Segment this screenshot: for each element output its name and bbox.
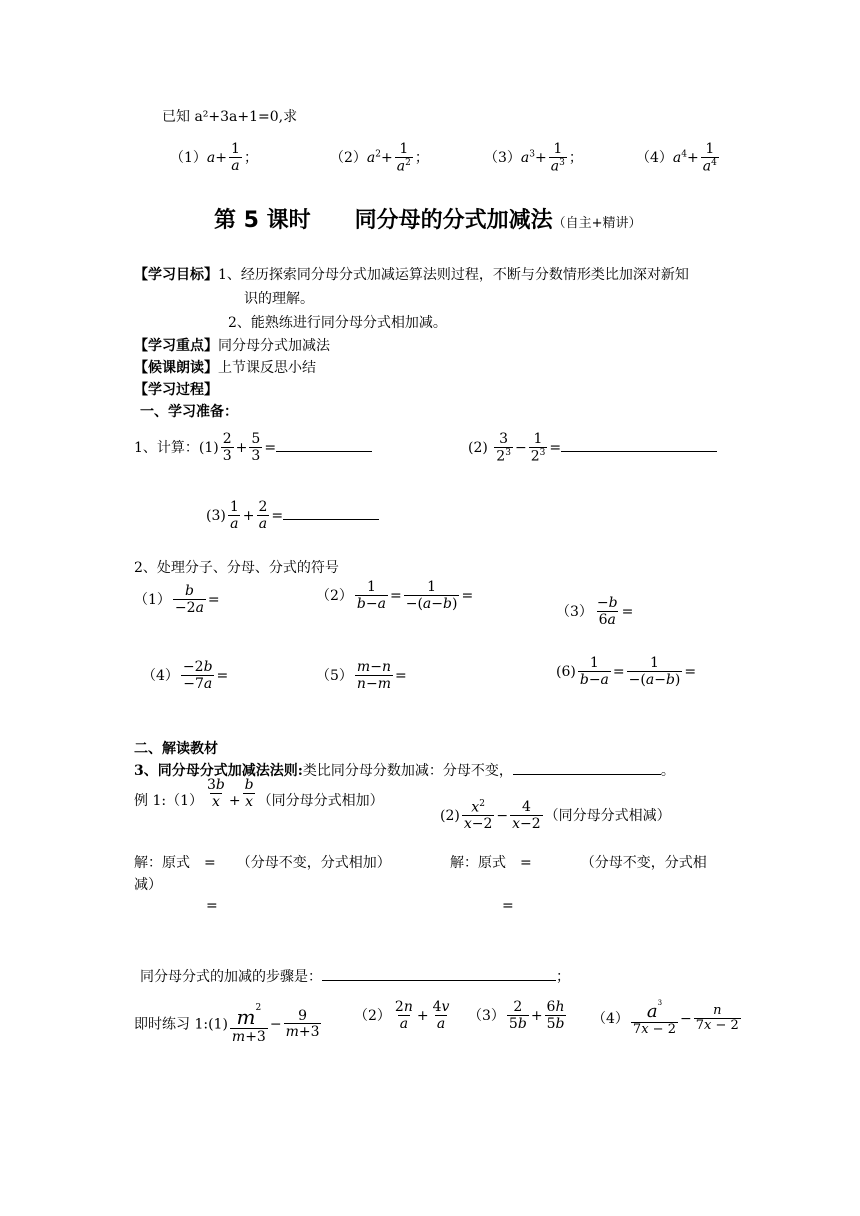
process-label: 【学习过程】 bbox=[134, 382, 218, 398]
sign-item-1: （1） $\frac{b}{-2a}$ = bbox=[134, 583, 220, 616]
practice-item-4: （4） $\frac{a^3}{7x - 2}$ − $\frac{n}{7x - 2}$ bbox=[592, 999, 739, 1037]
practice-item-2: （2） $\frac{2n}{a}$ + $\frac{4v}{a}$ bbox=[354, 999, 450, 1032]
goals-line-1: 【学习目标】1、经历探索同分母分式加减运算法则过程，不断与分数情形类比加深对新知 bbox=[134, 267, 689, 283]
top-item-4: $(4)a^4+$ $\frac{1}{a^4}$ bbox=[636, 141, 717, 175]
reading-line: 【候课朗读】上节课反思小结 bbox=[134, 360, 316, 376]
section-1-title: 一、学习准备： bbox=[140, 404, 238, 420]
solution-2-cont: 减） bbox=[134, 877, 162, 893]
rule-line: 3、同分母分式加减法法则:类比同分母分数加减：分母不变， 。 bbox=[134, 760, 675, 780]
solution-2-eq: = bbox=[502, 898, 514, 914]
solution-1-eq: = bbox=[206, 898, 218, 914]
goals-line-2: 2、能熟练进行同分母分式相加减。 bbox=[228, 315, 447, 331]
calc-item-2: (2) $\frac{3}{2^3}$ − $\frac{1}{2^3}$ = bbox=[468, 432, 717, 464]
top-item-1: （1）a+ $\frac{1}{a}$ ； bbox=[170, 141, 258, 174]
section-2-title: 二、解读教材 bbox=[134, 741, 218, 757]
solution-1: 解：原式 = （分母不变，分式相加） bbox=[134, 855, 391, 871]
goals-line-1b: 识的理解。 bbox=[244, 291, 314, 307]
signs-label: 2、处理分子、分母、分式的符号 bbox=[134, 560, 339, 576]
sign-item-6: (6) $\frac{1}{b-a}$ = $\frac{1}{-(a-b)}$ = bbox=[556, 655, 697, 688]
solution-2: 解：原式 = （分母不变，分式相 bbox=[450, 855, 707, 871]
given-condition: 已知 a²+3a+1=0,求 bbox=[162, 109, 298, 125]
sign-item-5: （5） $\frac{m-n}{n-m}$ = bbox=[316, 659, 407, 692]
sign-item-2: （2） $\frac{1}{b-a}$ = $\frac{1}{-(a-b)}$ = bbox=[316, 579, 474, 612]
sign-item-4: （4） $\frac{-2b}{-7a}$ = bbox=[142, 659, 229, 692]
steps-line: 同分母分式的加减的步骤是： ； bbox=[140, 966, 570, 986]
practice-item-1: 即时练习 1:(1) $\frac{m^2}{m+3}$ − $\frac{9}{m+3}$ bbox=[134, 1003, 320, 1045]
page-title: 第 5 课时 同分母的分式加减法（自主+精讲） bbox=[214, 208, 642, 233]
example-item-1: 例 1:（1） $\frac{3b}{x}$ + $\frac{b}{x}$ （同分母分式相加） bbox=[134, 777, 384, 810]
calc-item-3: (3) $\frac{1}{a}$ + $\frac{2}{a}$ = bbox=[206, 500, 379, 532]
example-item-2: (2) $\frac{x^2}{x-2}$ − $\frac{4}{x-2}$ （同分母分式相减） bbox=[440, 799, 671, 833]
top-item-3: $(3)a^3+$ $\frac{1}{a^3}$ ； bbox=[484, 141, 583, 175]
sign-item-3: （3） $\frac{-b}{6a}$ = bbox=[556, 595, 634, 628]
top-item-2: $(2)a^2+$ $\frac{1}{a^2}$ ； bbox=[330, 141, 429, 175]
calc-item-1: 1、计算：(1) $\frac{2}{3}$ + $\frac{5}{3}$ = bbox=[134, 432, 372, 464]
focus-line: 【学习重点】同分母分式加减法 bbox=[134, 338, 330, 354]
practice-item-3: （3） $\frac{2}{5b}$ + $\frac{6h}{5b}$ bbox=[468, 999, 565, 1032]
